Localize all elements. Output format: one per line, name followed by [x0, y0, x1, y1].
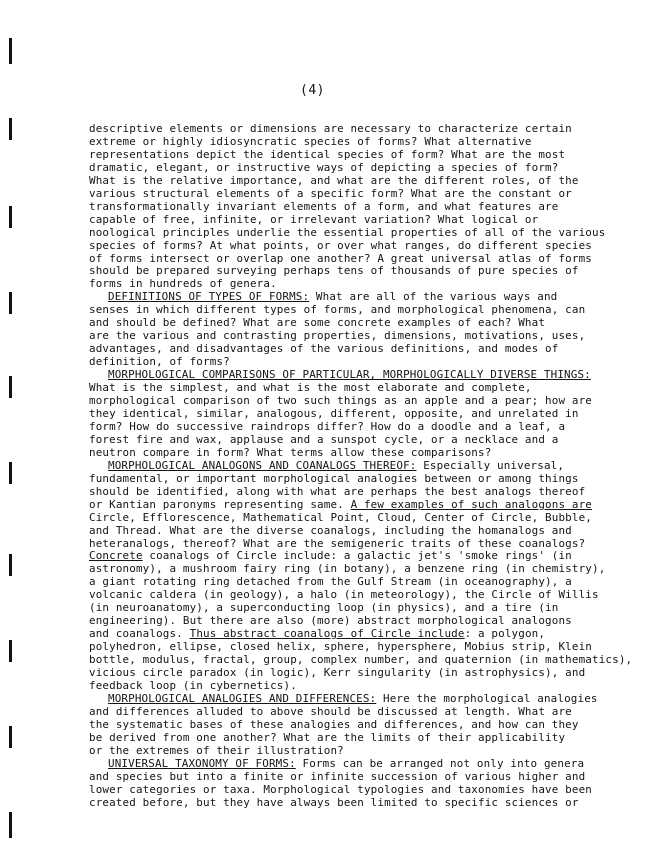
text-line: Circle, Efflorescence, Mathematical Point, Cloud, Center of Circle, Bubble, — [89, 510, 593, 524]
text-line: engineering). But there are also (more) abstract morphological analogons — [89, 614, 572, 628]
section-heading-line — [89, 460, 634, 473]
text-line: a giant rotating ring detached from the Gulf Stream (in oceanography), a — [89, 575, 572, 589]
text-line: bottle, modulus, fractal, group, complex number, and quaternion (in mathematics), — [89, 653, 633, 667]
page-number: (4) — [300, 83, 325, 98]
text-line: dramatic, elegant, or instructive ways of depicting a species of form? — [89, 160, 559, 174]
body-text — [89, 123, 634, 810]
text-line: lower categories or taxa. Morphological typologies and taxonomies have been — [89, 782, 593, 796]
text-line: and differences alluded to above should be discussed at length. What are — [89, 704, 572, 718]
section-text: Forms can be arranged not only into genera — [295, 756, 585, 770]
text-line: extreme or highly idiosyncratic species of forms? What alternative — [89, 134, 532, 148]
binding-mark — [9, 38, 12, 64]
binding-mark — [9, 292, 12, 314]
section-heading: MORPHOLOGICAL ANALOGIES AND DIFFERENCES: — [108, 691, 377, 705]
underlined-phrase: A few examples of such analogons are — [350, 497, 593, 511]
text-line: feedback loop (in cybernetics). — [89, 678, 297, 692]
text-line: and should be defined? What are some concrete examples of each? What — [89, 316, 546, 330]
text-line: neutron compare in form? What terms allow these comparisons? — [89, 445, 492, 459]
text-line: fundamental, or important morphological analogies between or among things — [89, 471, 579, 485]
text-line: senses in which different types of forms, and morphological phenomena, can — [89, 303, 586, 317]
text-line: form? How do successive raindrops differ? How do a doodle and a leaf, a — [89, 419, 566, 433]
text-line: created before, but they have always been limited to specific sciences or — [89, 795, 579, 809]
text-line: and species but into a finite or infinite succession of various higher and — [89, 769, 586, 783]
section-heading-line — [89, 758, 634, 771]
text-line: species of forms? At what points, or over what ranges, do different species — [89, 238, 593, 252]
text-line: or the extremes of their illustration? — [89, 743, 344, 757]
binding-mark — [9, 812, 12, 838]
text-line: be derived from one another? What are the limits of their applicability — [89, 730, 566, 744]
text-line: volcanic caldera (in geology), a halo (in meteorology), the Circle of Willis — [89, 588, 599, 602]
text-line: astronomy), a mushroom fairy ring (in botany), a benzene ring (in chemistry), — [89, 562, 606, 576]
text-line: heteranalogs, thereof? What are the semigeneric traits of these coanalogs? — [89, 536, 586, 550]
text-line: What is the simplest, and what is the most elaborate and complete, — [89, 381, 532, 395]
section-heading: DEFINITIONS OF TYPES OF FORMS: — [108, 290, 310, 304]
text-line: definition, of forms? — [89, 355, 230, 369]
text-line: What is the relative importance, and what are the different roles, of the — [89, 173, 579, 187]
text-line: descriptive elements or dimensions are necessary to characterize certain — [89, 122, 572, 135]
binding-mark — [9, 726, 12, 748]
text-line: representations depict the identical species of form? What are the most — [89, 147, 566, 161]
text-line: they identical, similar, analogous, different, opposite, and unrelated in — [89, 406, 579, 420]
binding-mark — [9, 640, 12, 662]
underlined-phrase: Thus abstract coanalogs of Circle include — [189, 627, 465, 641]
text-run: or Kantian paronyms representing same. — [89, 497, 351, 511]
text-line: should be prepared surveying perhaps tens of thousands of pure species of — [89, 264, 579, 278]
section-text: Especially universal, — [416, 458, 565, 472]
text-line: advantages, and disadvantages of the various definitions, and modes of — [89, 342, 559, 356]
text-line: various structural elements of a specific form? What are the constant or — [89, 186, 572, 200]
text-line: capable of free, infinite, or irrelevant variation? What logical or — [89, 212, 539, 226]
binding-mark — [9, 554, 12, 576]
text-line: noological principles underlie the essential properties of all of the various — [89, 225, 606, 239]
binding-mark — [9, 206, 12, 228]
text-line: vicious circle paradox (in logic), Kerr singularity (in astrophysics), and — [89, 666, 586, 680]
text-run: and coanalogs. — [89, 627, 190, 641]
text-line: should be identified, along with what are perhaps the best analogs thereof — [89, 484, 586, 498]
text-line: and Thread. What are the diverse coanalogs, including the homanalogs and — [89, 523, 572, 537]
underlined-phrase: Concrete — [89, 549, 143, 563]
binding-mark — [9, 376, 12, 398]
section-heading-line — [89, 693, 634, 706]
text-line: forms in hundreds of genera. — [89, 277, 277, 291]
binding-mark — [9, 462, 12, 484]
text-line: forest fire and wax, applause and a sunspot cycle, or a necklace and a — [89, 432, 559, 446]
section-heading: MORPHOLOGICAL ANALOGONS AND COANALOGS THEREOF: — [108, 458, 417, 472]
text-line: (in neuroanatomy), a superconducting loop (in physics), and a tire (in — [89, 601, 559, 615]
text-line: transformationally invariant elements of a form, and what features are — [89, 199, 559, 213]
text-line: polyhedron, ellipse, closed helix, sphere, hypersphere, Mobius strip, Klein — [89, 640, 593, 654]
text-run: coanalogs of Circle include: a galactic jet's 'smoke rings' (in — [142, 549, 572, 563]
text-line: the systematic bases of these analogies and differences, and how can they — [89, 717, 579, 731]
section-text: What are all of the various ways and — [309, 290, 558, 304]
text-line — [89, 499, 634, 512]
text-run: : a polygon, — [464, 627, 546, 641]
text-line: morphological comparison of two such things as an apple and a pear; how are — [89, 394, 593, 408]
text-line: of forms intersect or overlap one another? A great universal atlas of forms — [89, 251, 593, 265]
section-text: Here the morphological analogies — [376, 691, 598, 705]
section-heading: UNIVERSAL TAXONOMY OF FORMS: — [108, 756, 296, 770]
section-heading: MORPHOLOGICAL COMPARISONS OF PARTICULAR, MORPHOLOGICALLY DIVERSE THINGS: — [108, 368, 591, 382]
binding-mark — [9, 118, 12, 140]
text-line: are the various and contrasting properties, dimensions, motivations, uses, — [89, 329, 586, 343]
